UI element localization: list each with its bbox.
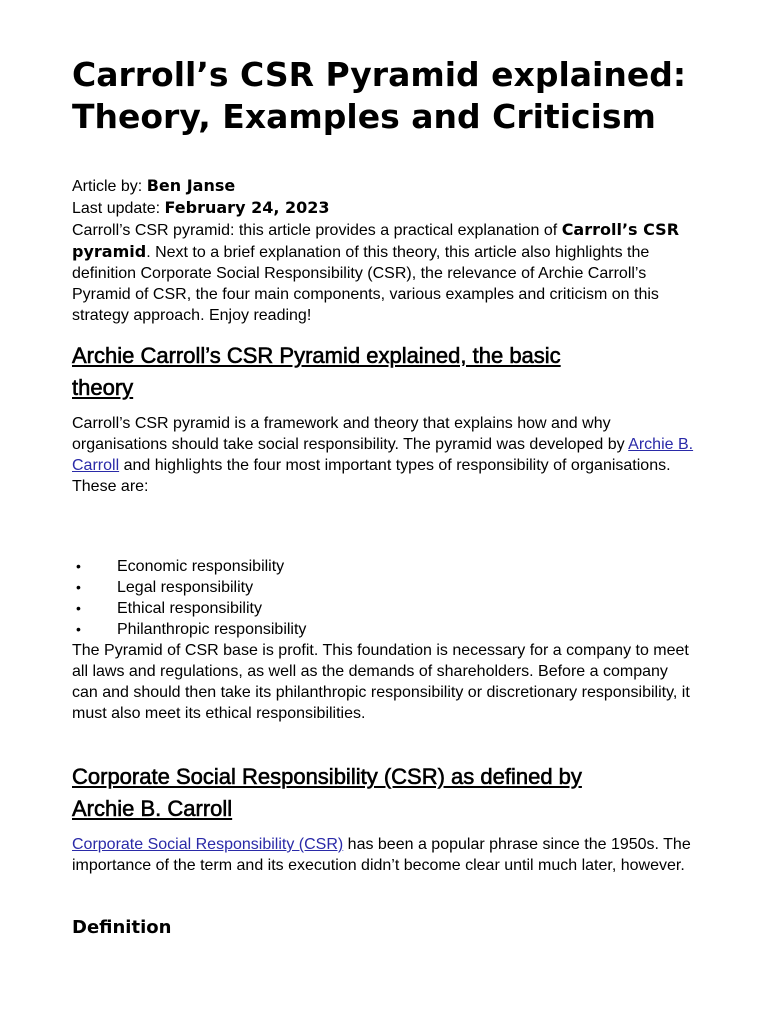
section1-body (72, 413, 696, 497)
author-name: Ben Janse (146, 176, 236, 195)
title-line-1: Carroll’s CSR Pyramid explained: (72, 55, 687, 94)
section2-heading (72, 761, 696, 825)
intro-text: Carroll’s CSR pyramid: this article provides a practical explanation of (72, 222, 562, 239)
section1-text: Carroll’s CSR pyramid is a framework and theory that explains how and why organisations should take social responsibility. The pyramid was developed by (72, 415, 629, 453)
page-title (72, 54, 712, 138)
these-are-text: These are: (72, 478, 149, 495)
list-item-label: Economic responsibility (117, 558, 285, 575)
list-item (72, 619, 696, 640)
responsibility-list-wrap (72, 556, 696, 724)
archie-carroll-link[interactable]: Archie B. Carroll (72, 436, 694, 474)
section2-heading-line-2: Archie B. Carroll (72, 796, 233, 821)
section1-heading (72, 340, 696, 404)
list-item (72, 577, 696, 598)
update-label: Last update: (72, 200, 165, 217)
author-label: Article by: (72, 178, 147, 195)
author-line (72, 175, 696, 197)
section2-heading-line-1: Corporate Social Responsibility (CSR) as defined by (72, 764, 582, 789)
section2-body (72, 834, 696, 876)
bullet-icon: • (76, 600, 81, 616)
list-item-label: Philanthropic responsibility (117, 621, 307, 638)
bullet-icon: • (76, 621, 81, 637)
title-line-2: Theory, Examples and Criticism (72, 97, 656, 136)
section1-paragraph-2: The Pyramid of CSR base is profit. This foundation is necessary for a company to meet all laws and regulations, as well as the demands of shareholders. Before a company can and should then take its philanthropic responsibility or discretionary responsibility, it must also meet its ethical responsibilities. (72, 642, 690, 722)
update-date: February 24, 2023 (164, 198, 330, 217)
section2-text-rest: has been a popular phrase since the 1950s. The importance of the term and its execution didn’t become clear until much later, however. (72, 836, 691, 874)
section1-paragraph (72, 413, 696, 476)
update-line (72, 197, 696, 219)
definition-heading: Definition (72, 917, 172, 938)
responsibility-list (72, 556, 696, 640)
section2-paragraph (72, 834, 696, 876)
csr-link[interactable]: Corporate Social Responsibility (CSR) (72, 836, 344, 853)
list-item-label: Ethical responsibility (117, 600, 262, 617)
list-item (72, 598, 696, 619)
bullet-icon: • (76, 579, 81, 595)
list-item-label: Legal responsibility (117, 579, 254, 596)
intro-text-rest: . Next to a brief explanation of this theory, this article also highlights the definition Corporate Social Responsibility (CSR), the relevance of Archie Carroll’s Pyramid of CSR, the four main components, various examples and criticism on this strategy approach. Enjoy reading! (72, 244, 659, 324)
bullet-icon: • (76, 558, 81, 574)
article-meta (72, 175, 696, 326)
intro-bold: Carroll’s CSR pyramid (72, 220, 680, 261)
list-item (72, 556, 696, 577)
intro-paragraph (72, 219, 696, 326)
section1-text-rest: and highlights the four most important types of responsibility of organisations. (119, 457, 671, 474)
section1-heading-line-2: theory (72, 375, 134, 400)
section1-heading-line-1: Archie Carroll’s CSR Pyramid explained, the basic (72, 343, 561, 368)
